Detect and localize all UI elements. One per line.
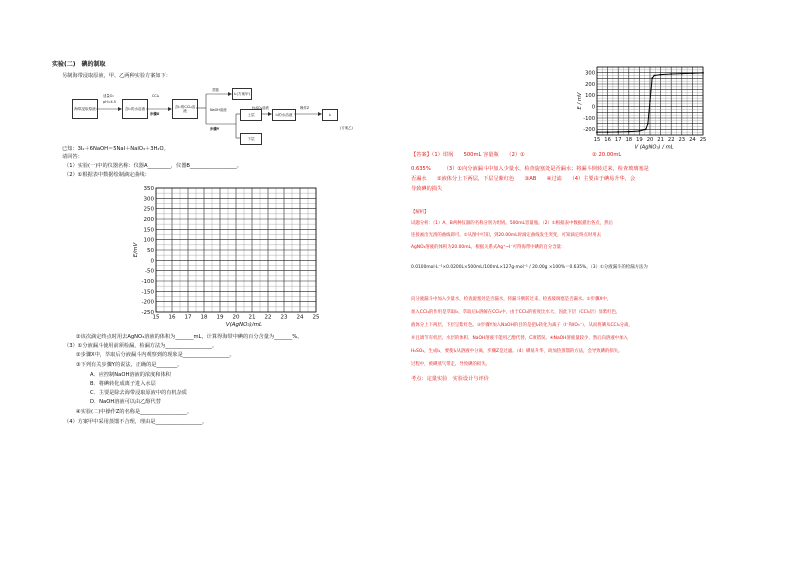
blank-titration-grid xyxy=(130,182,325,330)
topic-line: 考点：定量实验 实验设计与评价 xyxy=(411,376,489,382)
y-tick-label: 200 xyxy=(143,216,154,223)
answer-line-2: 0.635% （3）①向分液漏斗中加入少量水，检查旋塞处是否漏水；将漏斗倒转过来，检查玻璃塞是 xyxy=(411,166,649,172)
x-tick-label: 23 xyxy=(280,314,288,321)
x-tick-label: 15 xyxy=(152,314,160,321)
y-tick-label: -250 xyxy=(141,309,154,316)
analysis-line-1: 试题分析：（1）A、B两种仪器的名称分别为坩埚、500mL容量瓶。（2）①根据表中数据描出各点，然后 xyxy=(411,221,613,226)
y-tick-label: 0 xyxy=(591,104,595,111)
y-tick-label: -100 xyxy=(583,115,595,122)
y-tick-label: -100 xyxy=(141,278,154,285)
x-tick-label: 21 xyxy=(248,314,256,321)
x-tick-label: 22 xyxy=(264,314,272,321)
option-a: A．应控制NaOH溶液的浓度和体积 xyxy=(90,372,171,378)
flow-label-h2so4: H₂SO₄溶液 xyxy=(252,106,269,110)
x-tick-label: 15 xyxy=(593,137,601,144)
titration-curve-point xyxy=(692,72,694,74)
flow-label-distill: 蒸馏 xyxy=(212,88,219,92)
y-tick-label: 100 xyxy=(585,93,595,100)
y-tick-label: 300 xyxy=(585,70,595,77)
analysis-line-10: 过程中，被碘蒸气带走，导致碘的损失。 xyxy=(411,362,491,367)
y-axis-label: E/mV xyxy=(133,242,139,258)
y-tick-label: 350 xyxy=(143,185,154,192)
titration-curve-point xyxy=(653,75,655,77)
flow-label-step-y: 步骤Y xyxy=(210,127,220,131)
y-tick-label: 300 xyxy=(143,196,154,203)
flow-arrow-1 xyxy=(96,106,122,112)
option-c: C．主要是除去海带浸取原液中的有机杂质 xyxy=(90,390,187,396)
answer-line-3: 否漏水 ②液体分上下两层，下层呈紫红色 ③AB ④过滤 （4）主要由于碘易升华，会 xyxy=(411,176,636,182)
analysis-formula: 0.0100mol·L⁻¹×0.0200L×500mL/100mL×127g·mol⁻¹ / 20.00g ×100%＝0.635%。（3）①分液漏斗的检漏方法为 xyxy=(411,265,648,270)
x-tick-label: 23 xyxy=(678,137,686,144)
x-tick-label: 19 xyxy=(636,137,643,144)
flow-label-plan-b: (方案乙) xyxy=(340,126,353,130)
flow-label-ccl4: CCl₄ xyxy=(152,94,160,98)
x-tick-label: 19 xyxy=(216,314,224,321)
analysis-line-8: 并且调节有机层、水层的体积，NaOH溶液不能用乙醇代替，C项错误。④NaOH溶液量较少，然后向溶液中加入 xyxy=(411,336,628,341)
flow-label-ph: pH=4.5 xyxy=(103,100,116,104)
y-tick-label: 50 xyxy=(147,247,154,254)
x-tick-label: 22 xyxy=(667,137,675,144)
y-tick-label: 200 xyxy=(585,81,595,88)
flow-label-step-x: 步骤X xyxy=(150,112,160,116)
x-tick-label: 21 xyxy=(657,137,664,144)
x-tick-label: 24 xyxy=(689,137,696,144)
flow-box-upper: 上层 xyxy=(240,109,262,121)
question-2-2: ②该次滴定终点时用去AgNO₃溶液的体积为_______mL，计算得海带中碘的百分含量为_______%。 xyxy=(76,334,303,340)
question-3-2: ②步骤X中，萃取后分液漏斗内观察到的现象是__________________。 xyxy=(76,352,235,358)
x-tick-label: 17 xyxy=(184,314,192,321)
y-tick-label: 250 xyxy=(143,206,154,213)
titration-curve-point xyxy=(617,131,619,133)
y-tick-label: -200 xyxy=(141,299,154,306)
option-d: D．NaOH溶液可以由乙醇代替 xyxy=(90,399,161,405)
question-2-1: （2）①根据表中数据绘制滴定曲线： xyxy=(64,172,150,178)
analysis-line-9: H₂SO₄，生成I₂，要使I₂从溶液中分离，步骤Z是过滤。（4）碘易升华，故加热蒸馏的方法，会导致碘的损失。 xyxy=(411,349,623,354)
analysis-line-6: 加入CCl₄的作用是萃取I₂，萃取后I₂溶解在CCl₄中，由于CCl₄的密度比水大，因此下层（CCl₄层）显紫红色， xyxy=(411,310,621,315)
x-tick-label: 18 xyxy=(625,137,633,144)
flow-arrow-2 xyxy=(146,106,172,112)
titration-curve-point xyxy=(639,130,641,132)
titration-curve-point xyxy=(596,131,598,133)
x-tick-label: 25 xyxy=(699,137,707,144)
answer-line-1: 【答案】（1）坩埚 500mL 容量瓶 （2）① ② 20.00mL xyxy=(411,152,622,158)
analysis-line-5: 向分液漏斗中加入少量水，检查旋塞处是否漏水，将漏斗倒转过来，检查玻璃塞是否漏水。②步骤X中， xyxy=(411,297,612,302)
answer-prompt: 请回答： xyxy=(62,154,83,160)
x-tick-label: 20 xyxy=(232,314,240,321)
flow-box-plan-a: I₂(方案甲) xyxy=(232,88,252,100)
x-tick-label: 18 xyxy=(200,314,208,321)
flow-box-lower: 下层 xyxy=(240,133,262,145)
flow-box-suspension: I₂的水溶液 xyxy=(272,109,296,121)
titration-curve-point xyxy=(649,100,651,102)
x-tick-label: 25 xyxy=(312,314,320,321)
x-tick-label: 16 xyxy=(168,314,176,321)
question-1: （1）实验(一)中的仪器名称：仪器A_________，仪器B__________________。 xyxy=(64,163,242,169)
x-tick-label: 20 xyxy=(646,137,654,144)
x-axis-label: V(AgNO₃)/mL xyxy=(225,322,263,328)
analysis-line-3: AgNO₃溶液的体积为20.00mL，根据关系式Ag⁺~I⁻可得海带中碘的百分含量： xyxy=(411,245,566,250)
titration-curve-point xyxy=(660,74,662,76)
y-tick-label: 100 xyxy=(143,237,154,244)
y-tick-label: -200 xyxy=(583,127,595,134)
flow-box-i2-water: 含I₂的水溶液 xyxy=(122,99,148,119)
analysis-line-2: 连接画出光滑的曲线即可。②从图中可知，到20.00mL时滴定曲线发生突变，可知滴定终点时用去 xyxy=(411,233,602,238)
titration-curve-point xyxy=(647,123,649,125)
flow-label-op-z: 操作Z xyxy=(300,106,310,110)
x-tick-label: 16 xyxy=(604,137,611,144)
x-tick-label: 17 xyxy=(614,137,622,144)
flow-label-naoh: NaOH溶液 xyxy=(210,108,227,112)
intro-text: 另制海带浸取原液，甲、乙两种实验方案如下： xyxy=(62,73,171,79)
titration-curve-point xyxy=(651,77,653,79)
y-tick-label: -50 xyxy=(145,268,154,275)
flow-label-o2: 适量O₂ xyxy=(103,94,114,98)
flow-box-i2-ccl4: 含I₂的CCl₄溶液 xyxy=(172,99,198,119)
given-equation: 已知：3I₂＋6NaOH＝5NaI＋NaIO₃＋3H₂O。 xyxy=(62,146,169,152)
question-3-1: （3）①分液漏斗使用前须检漏，检漏方法为__________________。 xyxy=(64,343,218,349)
question-3-4: ④实验(二)中操作Z的名称是__________________。 xyxy=(76,409,193,415)
question-4: （4）方案甲中采用蒸馏不合理，理由是__________________。 xyxy=(64,419,208,425)
titration-curve-point xyxy=(628,131,630,133)
flow-box-iodine: I₂ xyxy=(322,109,338,121)
flow-box-source: 海带浸取原液 xyxy=(72,99,98,119)
titration-curve-point xyxy=(607,131,609,133)
x-tick-label: 24 xyxy=(296,314,304,321)
answer-line-4: 导致碘的损失 xyxy=(411,186,443,192)
y-axis-label: E / mV xyxy=(577,92,583,110)
section-title: 实验(二) 碘的制取 xyxy=(52,61,106,68)
y-tick-label: 150 xyxy=(143,227,154,234)
option-b: B．将碘转化成离子进入水层 xyxy=(90,381,156,387)
analysis-heading: 【解析】 xyxy=(411,210,429,215)
titration-curve-point xyxy=(681,73,683,75)
x-axis-label: V (AgNO₃) / mL xyxy=(634,144,674,151)
y-tick-label: -150 xyxy=(141,289,154,296)
flow-arrow-z xyxy=(294,111,324,117)
titration-curve-chart xyxy=(575,63,710,161)
y-tick-label: 0 xyxy=(150,258,154,265)
analysis-line-7: 液体分上下两层，下层呈紫红色。③步骤Y加入NaOH的目的是把I₂转化为离子（I⁻和IO₃⁻），从而将碘从CCl₄分离， xyxy=(411,323,633,328)
titration-curve-point xyxy=(702,72,704,74)
question-3-3: ③下列有关步骤Y的说法，正确的是________。 xyxy=(76,362,183,368)
titration-curve-point xyxy=(645,128,647,130)
titration-curve-point xyxy=(670,73,672,75)
